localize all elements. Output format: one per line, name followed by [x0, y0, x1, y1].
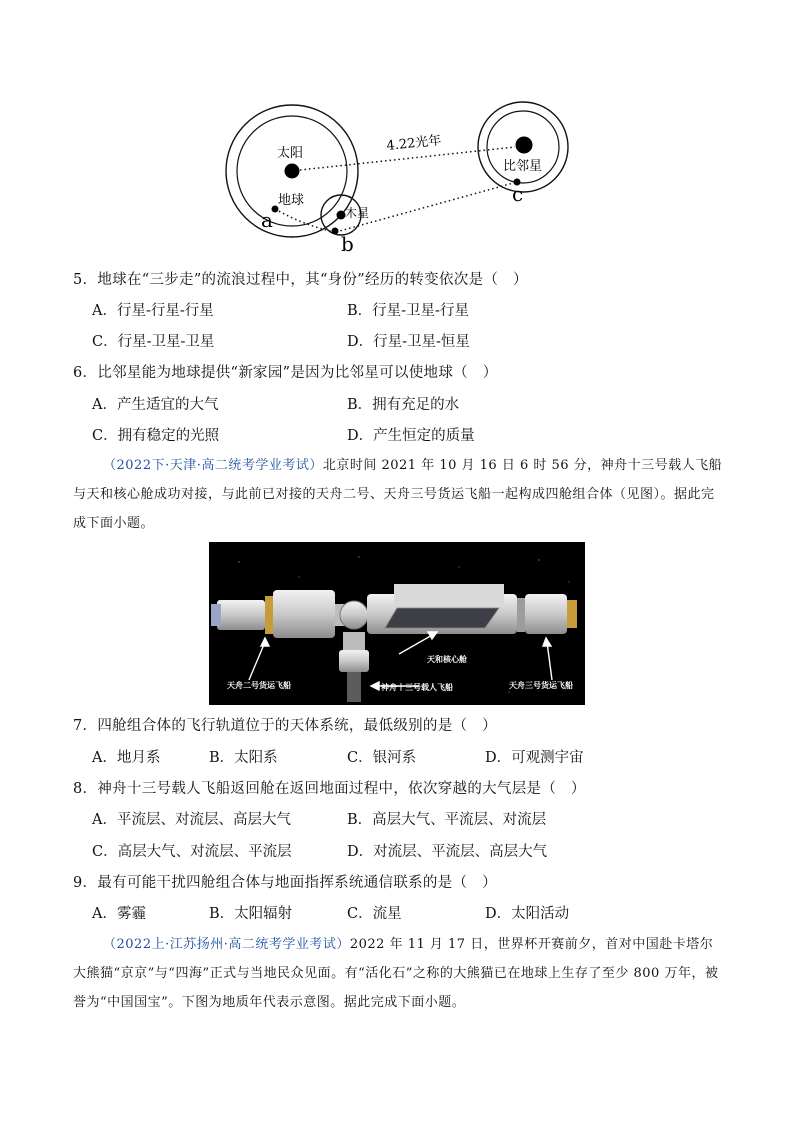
- question-8-option-b[interactable]: B．高层大气、平流层、对流层: [347, 812, 547, 828]
- question-7-stem: 7．四舱组合体的飞行轨道位于的天体系统，最低级别的是（ ）: [73, 718, 497, 734]
- tianzhou-2-module: [217, 600, 265, 630]
- question-8-option-d[interactable]: D．对流层、平流层、高层大气: [347, 844, 548, 860]
- shenzhou-13-module: [343, 632, 365, 650]
- question-9-option-c[interactable]: C．流星: [347, 906, 402, 922]
- point-a-label: a: [261, 208, 273, 232]
- label-tianzhou-3: 天舟三号货运飞船: [509, 681, 573, 690]
- question-5-option-b[interactable]: B．行星-卫星-行星: [347, 303, 469, 319]
- question-6-option-b[interactable]: B．拥有充足的水: [347, 397, 460, 413]
- passage-2: [73, 930, 723, 1017]
- question-5-option-a[interactable]: A．行星-行星-行星: [92, 303, 214, 319]
- label-shenzhou-13: 神舟十三号载人飞船: [381, 683, 453, 692]
- question-9-option-a[interactable]: A．雾霾: [92, 906, 146, 922]
- sun-dot: [285, 164, 300, 179]
- orbit-diagram: [215, 95, 595, 255]
- question-8-stem: 8．神舟十三号载人飞船返回舱在返回地面过程中，依次穿越的大气层是（ ）: [73, 781, 586, 797]
- passage-2-text: 2022 年 11 月 17 日，世界杯开赛前夕，首对中国赴卡塔尔大熊猫“京京”与“四海”正式与当地民众见面。有“活化石”之称的大熊猫已在地球上生存了至少 800 万年，被誉为“中国国宝”。下图为地质年代表示意图。据此完成下面小题。: [73, 937, 719, 1010]
- point-b-label: b: [341, 232, 354, 255]
- point-c-label: c: [512, 182, 524, 206]
- distance-label: 4.22光年: [385, 133, 443, 154]
- question-6-option-a[interactable]: A．产生适宜的大气: [92, 397, 219, 413]
- question-8-option-c[interactable]: C．高层大气、对流层、平流层: [92, 844, 292, 860]
- space-station-photo: [209, 542, 585, 705]
- proxima-dot: [516, 137, 533, 154]
- question-5-stem: 5．地球在“三步走”的流浪过程中，其“身份”经历的转变依次是（ ）: [73, 272, 528, 288]
- question-6-option-c[interactable]: C．拥有稳定的光照: [92, 428, 220, 444]
- tianzhou-3-module: [525, 594, 567, 634]
- point-b-dot: [332, 228, 339, 235]
- question-7-option-a[interactable]: A．地月系: [92, 750, 161, 766]
- question-6-option-d[interactable]: D．产生恒定的质量: [347, 428, 475, 444]
- question-5-option-d[interactable]: D．行星-卫星-恒星: [347, 334, 470, 350]
- question-9-option-b[interactable]: B．太阳辐射: [209, 906, 293, 922]
- proxima-label: 比邻星: [503, 159, 543, 174]
- passage-1-text: 北京时间 2021 年 10 月 16 日 6 时 56 分，神舟十三号载人飞船与天和核心舱成功对接，与此前已对接的天舟二号、天舟三号货运飞船一起构成四舱组合体（见图）。据此完成下面小题。: [73, 458, 723, 531]
- question-9-option-d[interactable]: D．太阳活动: [485, 906, 570, 922]
- label-tianhe: 天和核心舱: [427, 655, 467, 664]
- question-7-option-d[interactable]: D．可观测宇宙: [485, 750, 584, 766]
- question-5-option-c[interactable]: C．行星-卫星-卫星: [92, 334, 215, 350]
- question-6-stem: 6．比邻星能为地球提供“新家园”是因为比邻星可以使地球（ ）: [73, 365, 498, 381]
- question-8-option-a[interactable]: A．平流层、对流层、高层大气: [92, 812, 291, 828]
- question-7-option-c[interactable]: C．银河系: [347, 750, 417, 766]
- passage-2-source: （2022上·江苏扬州·高二统考学业考试）: [103, 937, 350, 952]
- passage-1: [73, 451, 723, 538]
- sun-label: 太阳: [277, 146, 304, 161]
- question-7-option-b[interactable]: B．太阳系: [209, 750, 278, 766]
- label-tianzhou-2: 天舟二号货运飞船: [227, 681, 291, 690]
- jupiter-label: 木星: [345, 206, 370, 220]
- earth-label: 地球: [278, 193, 305, 208]
- passage-1-source: （2022下·天津·高二统考学业考试）: [103, 458, 323, 473]
- question-9-stem: 9．最有可能干扰四舱组合体与地面指挥系统通信联系的是（ ）: [73, 875, 497, 891]
